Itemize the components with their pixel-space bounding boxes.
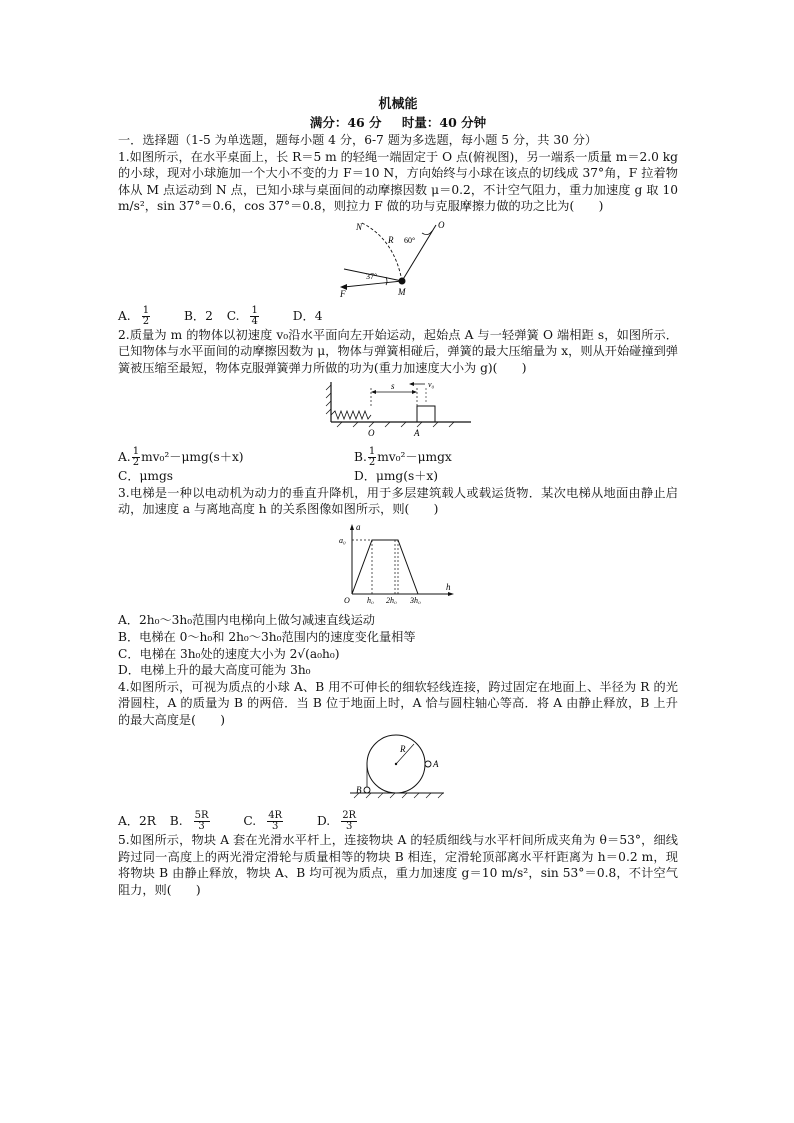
label-o: O [368, 428, 375, 439]
exam-meta [118, 114, 678, 131]
label-60: 60° [404, 235, 416, 245]
fraction [368, 447, 376, 468]
question-2-options-row1 [118, 447, 678, 468]
full-score: 满分：46 分 [309, 115, 382, 130]
numerator: 2R [342, 810, 357, 822]
option-label: D. [316, 814, 331, 829]
option-c: C．电梯在 3h₀处的速度大小为 2√(a₀h₀) [118, 646, 340, 661]
option-label: B. [169, 814, 183, 829]
denominator: 2 [142, 315, 150, 327]
denominator: 2 [132, 456, 140, 468]
tick-2h0: 2h₀ [386, 595, 397, 604]
fraction [194, 811, 220, 832]
label-s: s [391, 381, 395, 392]
question-5-stem: 5.如图所示，物块 A 套在光滑水平杆上，连接物块 A 的轻质细线与水平杆间所成夹角为 θ＝53°，细线跨过同一高度上的两光滑定滑轮与质量相等的物块 B 相连，定滑轮顶部离水平杆距离为 h＝0.2 m，现将物块 B 由静止释放，物块 A、B 均可视为质点，重力加速度 g＝10 m/s²，sin 53°＝0.8，不计空气阻力，则( ) [118, 833, 678, 897]
question-1-figure [118, 219, 678, 302]
question-2-figure [118, 380, 678, 443]
option-c [243, 810, 303, 833]
time-limit: 时量：40 分钟 [401, 115, 487, 130]
fraction [250, 306, 268, 327]
fraction [132, 447, 140, 468]
numerator: 1 [142, 304, 150, 316]
option-d: D．4 [292, 308, 323, 323]
label-o: O [438, 219, 445, 230]
cylinder-pulley-diagram [348, 732, 448, 802]
numerator: 1 [251, 304, 258, 316]
question-3-figure [118, 522, 678, 609]
denominator: 2 [368, 456, 376, 468]
option-label: A. [118, 308, 131, 323]
option-b [354, 447, 590, 468]
option-label: C. [226, 308, 240, 323]
question-2-stem: 2.质量为 m 的物体以初速度 v₀沿水平面向左开始运动，起始点 A 与一轻弹簧 O 端相距 s，如图所示．已知物体与水平面间的动摩擦因数为 μ，物体与弹簧相碰后，弹簧的最大压缩量为 x，则从开始碰撞到弹簧被压缩至最短，物体克服弹簧弹力所做的功为(重力加速度大小为 g)( ) [118, 327, 678, 375]
tick-3h0: 3h₀ [410, 595, 421, 604]
rope-top-view-diagram [338, 219, 458, 297]
option-a [118, 304, 170, 327]
label-a: A [433, 759, 439, 770]
option-text: mv₀²－μmg(s＋x) [141, 449, 244, 464]
option-b: B．2 [183, 308, 213, 323]
label-r: R [388, 234, 394, 245]
option-label: A. [118, 449, 131, 464]
exam-page [118, 96, 678, 898]
label-37: 37° [366, 271, 378, 281]
numerator: 1 [368, 445, 376, 457]
option-text: mv₀²－μmgx [377, 449, 452, 464]
numerator: 1 [132, 445, 140, 457]
label-r: R [400, 744, 406, 755]
option-b [169, 810, 230, 833]
option-a: A．2R [118, 814, 156, 829]
question-3-stem: 3.电梯是一种以电动机为动力的垂直升降机，用于多层建筑载人或载运货物．某次电梯从地面由静止启动，加速度 a 与离地高度 h 的关系图像如图所示，则( ) [118, 485, 678, 517]
origin-label: O [344, 595, 350, 604]
option-c: C．μmgs [118, 468, 174, 483]
label-a: A [414, 428, 420, 439]
denominator: 3 [271, 821, 279, 833]
option-d: D．μmg(s＋x) [354, 468, 439, 483]
fraction [267, 811, 293, 832]
question-1-options [118, 306, 678, 327]
denominator: 4 [251, 315, 258, 327]
axis-label-h: h [446, 581, 451, 592]
numerator: 4R [268, 810, 283, 822]
option-label: C. [243, 814, 257, 829]
option-d [316, 810, 377, 833]
label-b: B [356, 785, 362, 796]
section-heading: 一．选择题（1-5 为单选题，题每小题 4 分，6-7 题为多选题，每小题 5 分，共 30 分） [118, 133, 598, 147]
axis-label-a: a [356, 521, 361, 532]
question-4-stem: 4.如图所示，可视为质点的小球 A、B 用不可伸长的细软轻线连接，跨过固定在地面上、半径为 R 的光滑圆柱，A 的质量为 B 的两倍．当 B 位于地面上时，A 恰与圆柱轴心等高．将 A 由静止释放，B 上升的最大高度是( ) [118, 679, 678, 727]
label-v0: v₀ [428, 380, 435, 390]
option-c [226, 304, 279, 327]
numerator: 5R [194, 810, 209, 822]
question-2-options-row2 [118, 468, 678, 485]
fraction [341, 811, 367, 832]
denominator: 3 [198, 821, 205, 833]
option-a: A．2h₀～3h₀范围内电梯向上做匀减速直线运动 [118, 613, 375, 628]
option-d: D．电梯上升的最大高度可能为 3h₀ [118, 663, 311, 678]
option-label: B. [354, 449, 367, 464]
option-b: B．电梯在 0～h₀和 2h₀～3h₀范围内的速度变化量相等 [118, 629, 416, 644]
tick-a0: a₀ [339, 535, 346, 545]
acceleration-height-graph [338, 522, 458, 604]
label-f: F [340, 288, 346, 297]
option-a [118, 447, 354, 468]
question-1-stem: 1.如图所示，在水平桌面上，长 R＝5 m 的轻绳一端固定于 O 点(俯视图)，另一端系一质量 m＝2.0 kg 的小球，现对小球施加一个大小不变的力 F＝10 N，方向始终与小球在该点的切线成 37°角，F 拉着物体从 M 点运动到 N 点，已知小球与桌面间的动摩擦因数 μ＝0.2，不计空气阻力，重力加速度 g 取 10 m/s²，sin 37°＝0.6，cos 37°＝0.8，则拉力 F 做的功与克服摩擦力做的功之比为( ) [118, 149, 678, 214]
spring-block-diagram [323, 380, 473, 438]
question-4-options [118, 811, 678, 832]
page-title: 机械能 [378, 97, 418, 112]
fraction [142, 306, 160, 327]
tick-h0: h₀ [367, 595, 374, 604]
label-m: M [398, 286, 406, 297]
question-4-figure [118, 732, 678, 807]
label-n: N [356, 221, 363, 232]
denominator: 3 [345, 821, 353, 833]
